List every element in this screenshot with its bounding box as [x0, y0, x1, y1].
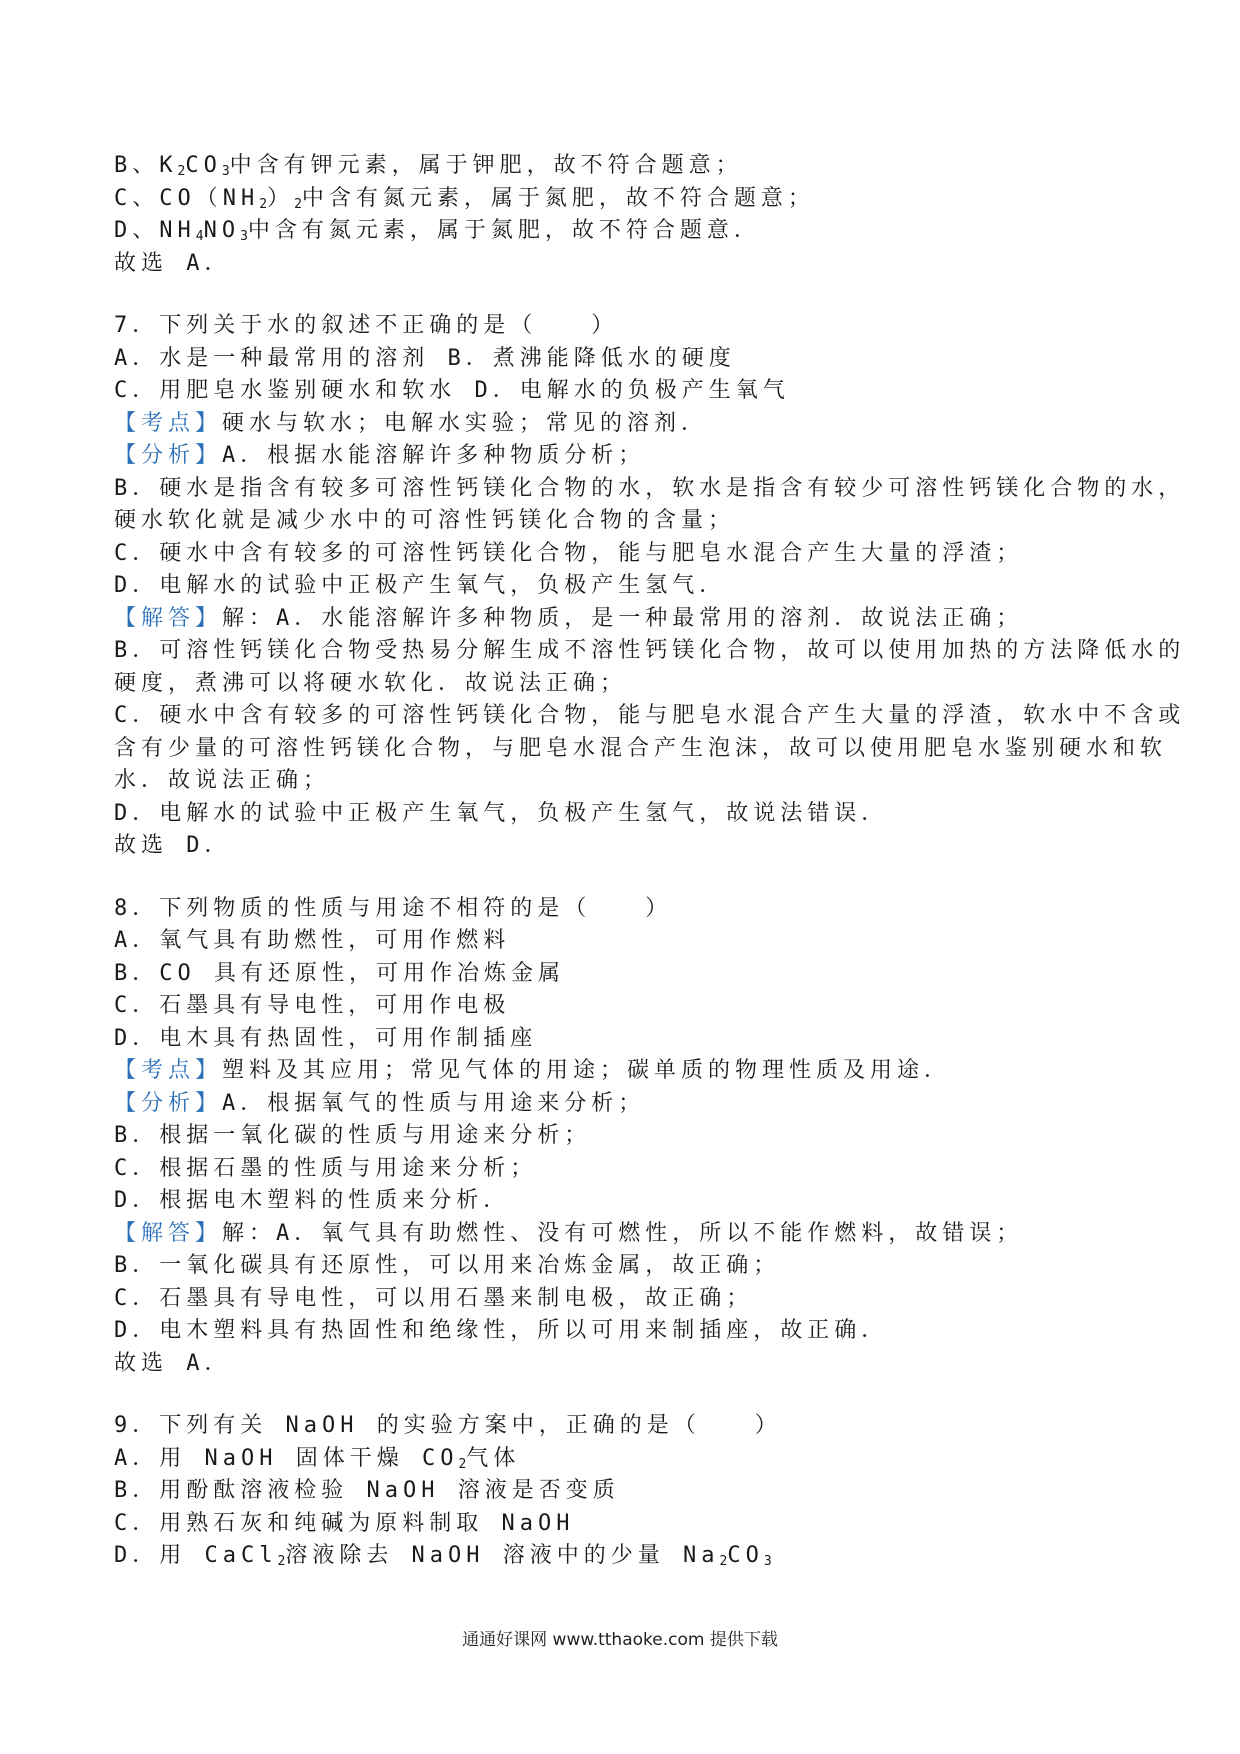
q8-fenxi-d: D．根据电木塑料的性质来分析． — [114, 1188, 511, 1213]
q9-option-c: C．用熟石灰和纯碱为原料制取 NaOH — [114, 1510, 575, 1536]
q7-jieda-d: D．电解水的试验中正极产生氧气，负极产生氢气，故说法错误． — [114, 800, 889, 826]
kaodian-tag: 【考点】 — [114, 1058, 223, 1083]
q7-jieda-c2: 含有少量的可溶性钙镁化合物，与肥皂水混合产生泡沫，故可以使用肥皂水鉴别硬水和软 — [114, 735, 1168, 761]
document-body — [114, 150, 1186, 1573]
q7-jieda-b2: 硬度，煮沸可以将硬水软化．故说法正确； — [114, 670, 628, 696]
q7-jieda-c1: C．硬水中含有较多的可溶性钙镁化合物，能与肥皂水混合产生大量的浮渣，软水中不含或 — [114, 703, 1186, 728]
q8-jieda-b: B．一氧化碳具有还原性，可以用来冶炼金属，故正确； — [114, 1253, 781, 1278]
q8-option-b: B．CO 具有还原性，可用作冶炼金属 — [114, 960, 565, 986]
q7-fenxi-c: C．硬水中含有较多的可溶性钙镁化合物，能与肥皂水混合产生大量的浮渣； — [114, 540, 1024, 566]
intro-option-c: C、$CO(NH_2)_2$中含有氮元素，属于氮肥，故不符合题意； — [114, 185, 815, 212]
q8-answer: 故选 A． — [114, 1350, 232, 1376]
q9-stem: 9．下列有关 NaOH 的实验方案中，正确的是（ ） — [114, 1413, 782, 1438]
kaodian-tag: 【考点】 — [114, 410, 223, 436]
q8-stem: 8．下列物质的性质与用途不相符的是（ ） — [114, 895, 673, 921]
q8-fenxi: 【分析】A．根据氧气的性质与用途来分析； — [114, 1090, 646, 1116]
q8-fenxi-b: B．根据一氧化碳的性质与用途来分析； — [114, 1123, 592, 1148]
page-footer: 通通好课网 www.tthaoke.com 提供下载 — [462, 1630, 778, 1650]
intro-option-b: B、$K_2CO_3$中含有钾元素，属于钾肥，故不符合题意； — [114, 153, 743, 179]
fenxi-tag: 【分析】 — [114, 1090, 223, 1116]
q8-option-c: C．石墨具有导电性，可用作电极 — [114, 993, 511, 1018]
q7-jieda: 【解答】解：A．水能溶解许多种物质，是一种最常用的溶剂．故说法正确； — [114, 605, 1024, 631]
q8-jieda: 【解答】解：A．氧气具有助燃性、没有可燃性，所以不能作燃料，故错误； — [114, 1220, 1024, 1246]
q8-jieda-d: D．电木塑料具有热固性和绝缘性，所以可用来制插座，故正确． — [114, 1318, 889, 1343]
intro-answer: 故选 A． — [114, 250, 232, 276]
q7-jieda-b1: B．可溶性钙镁化合物受热易分解生成不溶性钙镁化合物，故可以使用加热的方法降低水的 — [114, 638, 1186, 663]
q8-kaodian: 【考点】塑料及其应用；常见气体的用途；碳单质的物理性质及用途． — [114, 1058, 952, 1083]
q8-fenxi-c: C．根据石墨的性质与用途来分析； — [114, 1155, 538, 1181]
q8-option-d: D．电木具有热固性，可用作制插座 — [114, 1025, 538, 1051]
q7-options-cd: C．用肥皂水鉴别硬水和软水 D．电解水的负极产生氧气 — [114, 378, 790, 403]
q7-stem: 7．下列关于水的叙述不正确的是（ ） — [114, 313, 619, 338]
q7-options-ab: A．水是一种最常用的溶剂 B．煮沸能降低水的硬度 — [114, 345, 736, 371]
q7-fenxi-b1: B．硬水是指含有较多可溶性钙镁化合物的水，软水是指含有较少可溶性钙镁化合物的水， — [114, 475, 1186, 501]
jieda-tag: 【解答】 — [114, 1220, 223, 1246]
jieda-tag: 【解答】 — [114, 605, 223, 631]
q7-kaodian: 【考点】硬水与软水；电解水实验；常见的溶剂． — [114, 410, 709, 436]
fenxi-tag: 【分析】 — [114, 443, 223, 468]
q7-jieda-c3: 水．故说法正确； — [114, 768, 331, 793]
q8-option-a: A．氧气具有助燃性，可用作燃料 — [114, 928, 511, 953]
q8-jieda-c: C．石墨具有导电性，可以用石墨来制电极，故正确； — [114, 1285, 754, 1311]
q9-option-a: A．用 NaOH 固体干燥 $CO_2$气体 — [114, 1445, 521, 1472]
intro-option-d: D、$NH_4NO_3$中含有氮元素，属于氮肥，故不符合题意． — [114, 218, 761, 244]
q9-option-d: D．用 CaCl$_2$溶液除去 NaOH 溶液中的少量 $Na_2CO_3$ — [114, 1543, 772, 1569]
q7-fenxi: 【分析】A．根据水能溶解许多种物质分析； — [114, 443, 646, 468]
q7-answer: 故选 D． — [114, 833, 232, 858]
q9-option-b: B．用酚酞溶液检验 NaOH 溶液是否变质 — [114, 1478, 620, 1503]
q7-fenxi-b2: 硬水软化就是减少水中的可溶性钙镁化合物的含量； — [114, 508, 736, 533]
q7-fenxi-d: D．电解水的试验中正极产生氧气，负极产生氢气． — [114, 573, 727, 598]
